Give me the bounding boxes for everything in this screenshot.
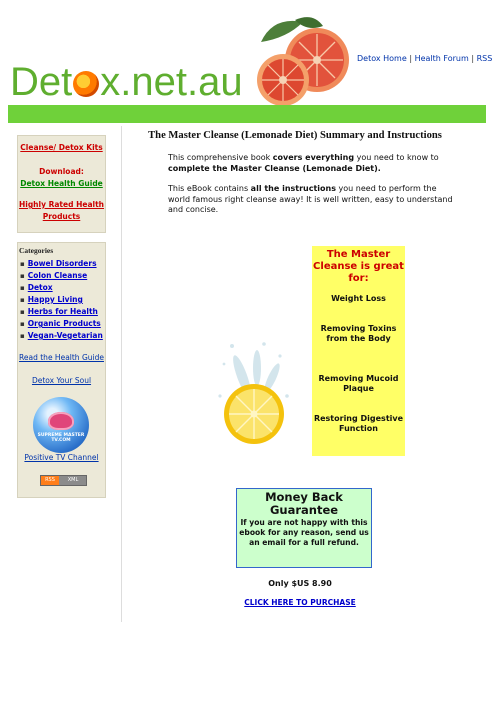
guarantee-title: Money Back Guarantee bbox=[265, 490, 343, 517]
top-nav bbox=[357, 54, 492, 63]
header-bar bbox=[8, 105, 486, 123]
benefit-item: Weight Loss bbox=[331, 294, 386, 303]
detox-soul-link[interactable]: Detox Your Soul bbox=[31, 376, 92, 385]
sidebar-promo-box bbox=[17, 135, 106, 233]
nav-separator: | bbox=[471, 54, 475, 63]
para-text: you need to know to bbox=[354, 153, 439, 162]
detox-soul bbox=[18, 376, 105, 385]
purchase bbox=[200, 598, 400, 607]
site-logo[interactable] bbox=[10, 60, 243, 105]
intro-paragraph bbox=[168, 153, 458, 174]
category-link-colon-cleanse[interactable]: Colon Cleanse bbox=[27, 271, 88, 280]
category-link-organic[interactable]: Organic Products bbox=[27, 319, 101, 328]
category-item: ▪ Vegan-Vegetarian bbox=[20, 331, 103, 340]
grapefruit-image bbox=[243, 14, 355, 106]
rss-badge-right: XML bbox=[67, 477, 79, 483]
detox-home-link[interactable]: Detox Home bbox=[357, 54, 407, 63]
category-item: ▪ Happy Living bbox=[20, 295, 83, 304]
category-item: ▪ Organic Products bbox=[20, 319, 101, 328]
read-guide bbox=[18, 353, 105, 362]
nav-separator: | bbox=[409, 54, 413, 63]
category-link-detox[interactable]: Detox bbox=[27, 283, 53, 292]
guarantee-text: If you are not happy with this ebook for any reason, send us an email for a full refund. bbox=[239, 518, 369, 547]
para-text: This comprehensive book bbox=[168, 153, 273, 162]
categories-heading: Categories bbox=[19, 246, 54, 255]
health-forum-link[interactable]: Health Forum bbox=[414, 54, 469, 63]
rss-link[interactable]: RSS bbox=[476, 54, 493, 63]
column-divider bbox=[121, 126, 122, 622]
purchase-link[interactable]: CLICK HERE TO PURCHASE bbox=[244, 598, 356, 607]
positive-tv-link[interactable]: Positive TV Channel bbox=[24, 453, 99, 462]
category-link-happy-living[interactable]: Happy Living bbox=[27, 295, 83, 304]
orange-slice-icon bbox=[73, 71, 99, 97]
rated-products-link[interactable]: Highly Rated Health bbox=[18, 200, 105, 209]
para-text: This eBook contains bbox=[168, 184, 251, 193]
lemon-splash-image bbox=[202, 246, 309, 456]
benefit-item: Restoring Digestive Function bbox=[313, 414, 404, 433]
category-item: ▪ Colon Cleanse bbox=[20, 271, 88, 280]
page-title: The Master Cleanse (Lemonade Diet) Summary and Instructions bbox=[148, 130, 442, 141]
para-bold: all the instructions bbox=[250, 184, 336, 193]
positive-tv bbox=[18, 453, 105, 462]
logo-text-start: Det bbox=[10, 60, 73, 104]
category-item: ▪ Bowel Disorders bbox=[20, 259, 97, 268]
rated-products-link-line2[interactable]: Products bbox=[42, 212, 81, 221]
description-paragraph bbox=[168, 184, 458, 216]
health-guide-link[interactable]: Detox Health Guide bbox=[20, 179, 103, 188]
guarantee-box bbox=[236, 488, 372, 568]
category-item: ▪ Herbs for Health bbox=[20, 307, 98, 316]
read-guide-link[interactable]: Read the Health Guide bbox=[19, 353, 104, 362]
benefits-title: The Master Cleanse is great for: bbox=[313, 249, 404, 284]
category-link-vegan[interactable]: Vegan-Vegetarian bbox=[27, 331, 103, 340]
sphere-label: SUPREME MASTER TV.COM bbox=[37, 433, 85, 443]
category-link-bowel-disorders[interactable]: Bowel Disorders bbox=[27, 259, 97, 268]
download-label: Download: bbox=[39, 167, 84, 176]
cleanse-kits-link[interactable]: Cleanse/ Detox Kits bbox=[20, 143, 103, 152]
para-text: you need to perform the world famous right cleanse away! It is well written, easy to understand and concise. bbox=[168, 184, 453, 214]
rss-badge[interactable] bbox=[40, 475, 87, 486]
benefits-box bbox=[312, 246, 405, 456]
rss-badge-left: RSS bbox=[41, 476, 59, 485]
para-bold: covers everything bbox=[272, 153, 355, 162]
category-link-herbs[interactable]: Herbs for Health bbox=[27, 307, 98, 316]
category-item: ▪ Detox bbox=[20, 283, 53, 292]
supreme-master-tv-logo[interactable] bbox=[33, 397, 89, 453]
benefit-item: Removing Mucoid Plaque bbox=[318, 374, 399, 393]
logo-text-end: x.net.au bbox=[100, 60, 243, 104]
lotus-icon bbox=[48, 412, 74, 430]
para-bold: complete the Master Cleanse (Lemonade Diet). bbox=[168, 163, 381, 173]
sidebar-categories-box bbox=[17, 242, 106, 498]
benefit-item: Removing Toxins from the Body bbox=[320, 324, 397, 343]
price-label: Only $US 8.90 bbox=[268, 579, 332, 588]
